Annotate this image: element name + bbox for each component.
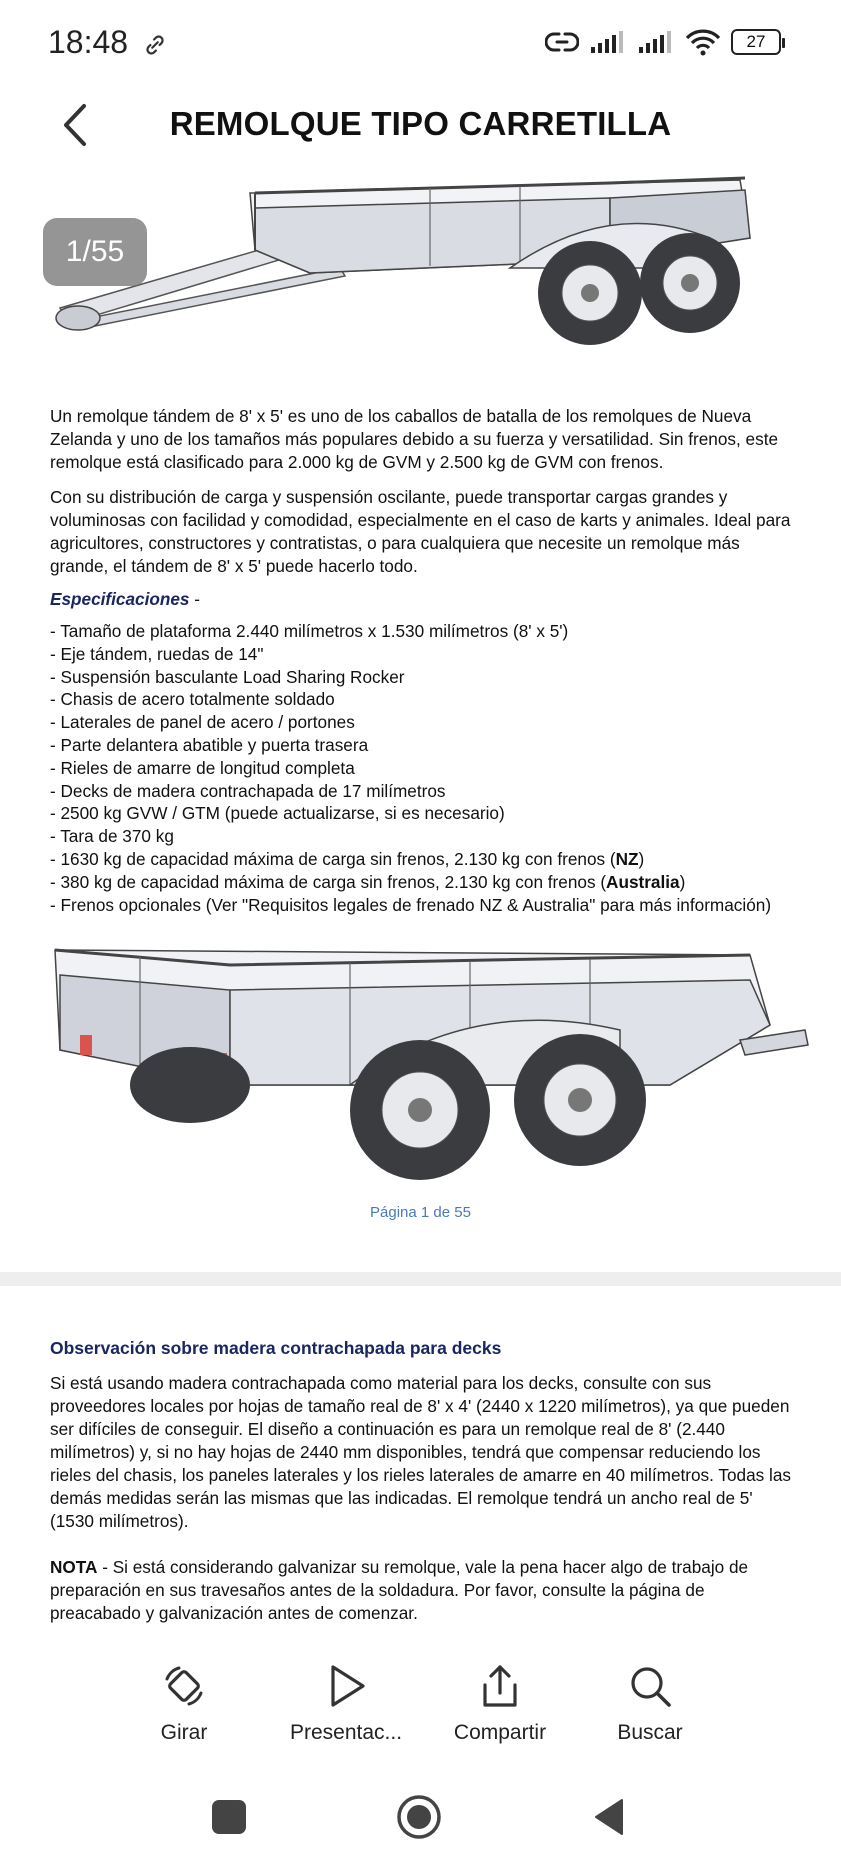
list-item: - Tamaño de plataforma 2.440 milímetros x 1.530 milímetros (8' x 5') <box>50 621 569 641</box>
page-footer: Página 1 de 55 <box>370 1204 471 1221</box>
present-button[interactable] <box>266 1655 426 1745</box>
link-icon <box>144 34 166 56</box>
list-item: - Parte delantera abatible y puerta trasera <box>50 734 369 755</box>
list-item: - Eje tándem, ruedas de 14" <box>50 643 264 664</box>
list-item: - Suspensión basculante Load Sharing Rocker <box>50 666 405 687</box>
list-item: - Laterales de panel de acero / portones <box>50 712 355 733</box>
spec-au-text: - 380 kg de capacidad máxima de carga sin frenos, 2.130 kg con frenos ( <box>50 871 607 892</box>
list-item <box>50 871 810 894</box>
spec-nz-text: - 1630 kg de capacidad máxima de carga sin frenos, 2.130 kg con frenos ( <box>50 848 616 869</box>
page-indicator: 1/55 <box>43 218 147 286</box>
bottom-toolbar <box>0 1655 841 1755</box>
status-bar <box>0 0 841 90</box>
signal-icon <box>589 29 627 55</box>
trailer-illustration-rear <box>50 935 810 1195</box>
battery-level: 27 <box>746 32 766 51</box>
share-label: Compartir <box>453 1721 547 1744</box>
search-label: Buscar <box>617 1721 683 1744</box>
paragraph-note <box>50 1556 795 1625</box>
play-icon <box>321 1661 371 1711</box>
status-time: 18:48 <box>48 24 129 60</box>
rotate-button[interactable] <box>104 1655 264 1745</box>
paragraph-usage: Con su distribución de carga y suspensión oscilante, puede transportar cargas grandes y voluminosas con facilidad y comodidad, especialmente en el caso de karts y animales. Ideal para agricultores, constructores y contratistas, o para cualquiera que necesite un remolque más grande, el tándem de 8' x 5' puede hacerlo todo. <box>50 487 791 576</box>
list-item: - Tara de 370 kg <box>50 826 174 847</box>
present-label: Presentac... <box>289 1721 403 1744</box>
spec-au-close: ) <box>679 871 686 892</box>
system-nav-bar <box>0 1780 841 1870</box>
specs-heading <box>50 589 200 610</box>
note-label: NOTA <box>50 1557 98 1577</box>
paragraph-intro: Un remolque tándem de 8' x 5' es uno de los caballos de batalla de los remolques de Nueva Zelanda y uno de los tamaños más populares debido a su fuerza y versatilidad. Sin frenos, este remolque está clasificado para 2.000 kg de GVM y 2.500 kg de GVM con frenos. <box>50 406 779 472</box>
battery-icon <box>731 29 781 55</box>
search-button[interactable] <box>570 1655 730 1745</box>
page-divider <box>0 1272 841 1286</box>
note-text: - Si está considerando galvanizar su remolque, vale la pena hacer algo de trabajo de preparación en sus travesaños antes de la soldadura. Por favor, consulte la página de preacabado y galvanización antes de comenzar. <box>50 1557 749 1623</box>
share-icon <box>475 1661 525 1711</box>
list-item: - Chasis de acero totalmente soldado <box>50 689 335 710</box>
rotate-label: Girar <box>160 1721 208 1744</box>
list-item: - 2500 kg GVW / GTM (puede actualizarse, si es necesario) <box>50 803 505 824</box>
rotate-icon <box>159 1661 209 1711</box>
spec-nz-bold: NZ <box>615 848 639 869</box>
list-item: - Decks de madera contrachapada de 17 milímetros <box>50 780 446 801</box>
search-icon <box>625 1661 675 1711</box>
back-triangle-icon[interactable] <box>590 1796 626 1838</box>
wifi-icon <box>685 28 721 56</box>
list-item <box>50 848 810 871</box>
list-item: - Rieles de amarre de longitud completa <box>50 757 355 778</box>
page-title: REMOLQUE TIPO CARRETILLA <box>169 105 672 142</box>
home-icon[interactable] <box>396 1794 442 1840</box>
list-item: - Frenos opcionales (Ver "Requisitos legales de frenado NZ & Australia" para más información) <box>50 894 772 915</box>
specs-heading-text: Especificaciones <box>50 589 190 609</box>
share-button[interactable] <box>420 1655 580 1745</box>
section-title: Observación sobre madera contrachapada para decks <box>50 1338 502 1358</box>
spec-nz-close: ) <box>638 848 645 869</box>
recents-icon[interactable] <box>212 1800 246 1834</box>
specs-list <box>50 620 810 916</box>
link-icon <box>545 29 579 55</box>
spec-au-bold: Australia <box>606 871 680 892</box>
paragraph-plywood: Si está usando madera contrachapada como material para los decks, consulte con sus proveedores locales por hojas de tamaño real de 8' x 4' (2440 x 1220 milímetros), ya que pueden ser difíciles de conseguir. El diseño a continuación es para un remolque real de 8' (2.440 milímetros) y, si no hay hojas de 2440 mm disponibles, tendrá que compensar reduciendo los rieles del chasis, los paneles laterales y los rieles laterales de amarre en 40 milímetros. Todas las demás medidas serán las mismas que las indicadas. El remolque tendrá un ancho real de 5' (1530 milímetros). <box>50 1373 791 1531</box>
trailer-illustration-front <box>50 168 800 378</box>
specs-heading-dash: - <box>189 589 200 609</box>
signal-icon <box>637 29 675 55</box>
